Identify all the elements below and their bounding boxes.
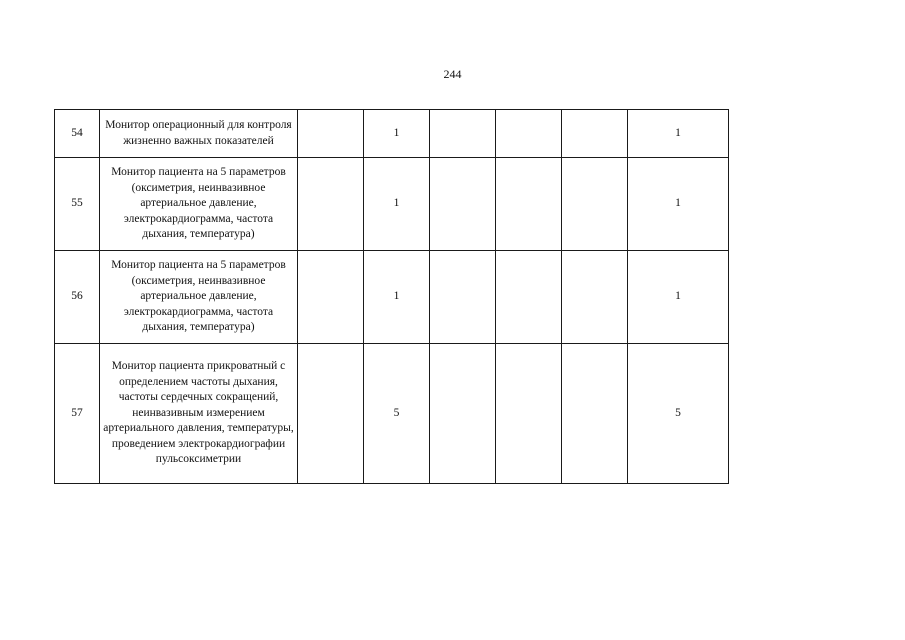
equipment-name: Монитор пациента на 5 параметров (оксиметрия, неинвазивное артериальное давление, электрокардиограмма, частота дыхания, температура) <box>111 259 286 334</box>
total-cell: 1 <box>628 251 729 344</box>
value-cell <box>298 158 364 251</box>
value-cell <box>496 110 562 158</box>
equipment-table <box>54 109 729 484</box>
value-cell <box>496 251 562 344</box>
equipment-name-cell <box>100 110 298 158</box>
table-row <box>55 251 729 344</box>
value-cell <box>496 344 562 484</box>
table-row <box>55 110 729 158</box>
value-cell <box>298 344 364 484</box>
equipment-name: Монитор пациента прикроватный с определением частоты дыхания, частоты сердечных сокращений, неинвазивным измерением артериального давления, температуры, проведением электрокардиографии пульсоксиметрии <box>103 360 294 466</box>
value-cell <box>562 251 628 344</box>
total-cell: 1 <box>628 110 729 158</box>
equipment-name: Монитор операционный для контроля жизненно важных показателей <box>105 119 292 147</box>
value-cell: 1 <box>364 110 430 158</box>
row-number-cell: 54 <box>55 110 100 158</box>
table-row <box>55 344 729 484</box>
value-cell: 1 <box>364 158 430 251</box>
equipment-name-cell <box>100 344 298 484</box>
equipment-name-cell <box>100 158 298 251</box>
total-cell: 5 <box>628 344 729 484</box>
value-cell: 5 <box>364 344 430 484</box>
value-cell <box>430 158 496 251</box>
row-number-cell: 55 <box>55 158 100 251</box>
value-cell <box>430 251 496 344</box>
page-number: 244 <box>443 67 462 81</box>
table-row <box>55 158 729 251</box>
equipment-name-cell <box>100 251 298 344</box>
equipment-name: Монитор пациента на 5 параметров (оксиметрия, неинвазивное артериальное давление, электрокардиограмма, частота дыхания, температура) <box>111 166 286 241</box>
value-cell <box>496 158 562 251</box>
value-cell <box>430 110 496 158</box>
value-cell <box>298 251 364 344</box>
row-number-cell: 57 <box>55 344 100 484</box>
value-cell <box>562 158 628 251</box>
total-cell: 1 <box>628 158 729 251</box>
value-cell: 1 <box>364 251 430 344</box>
value-cell <box>430 344 496 484</box>
value-cell <box>562 344 628 484</box>
row-number-cell: 56 <box>55 251 100 344</box>
value-cell <box>298 110 364 158</box>
value-cell <box>562 110 628 158</box>
